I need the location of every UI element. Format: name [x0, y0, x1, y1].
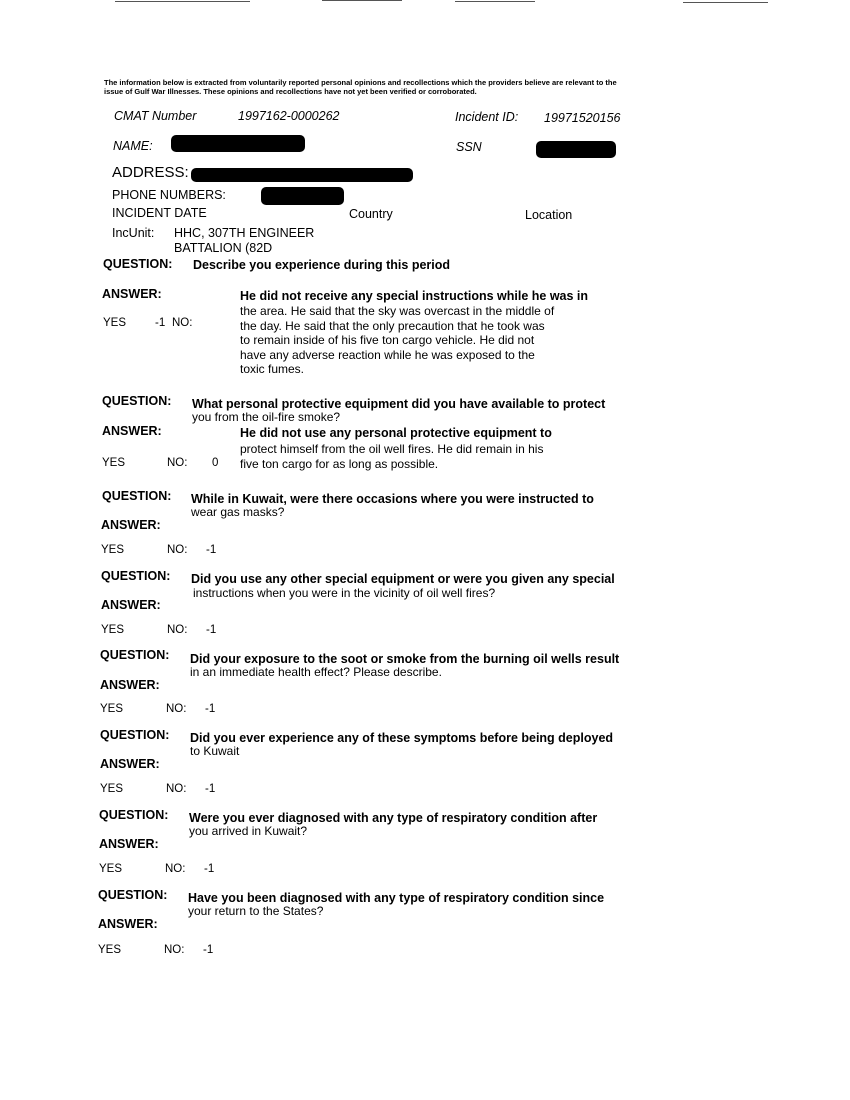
scan-line-3	[455, 1, 535, 2]
q1-answer-line-6: toxic fumes.	[240, 362, 305, 376]
q3-answer-label: ANSWER:	[101, 518, 161, 532]
q6-no-label: NO:	[166, 783, 187, 795]
q2-no-label: NO:	[167, 457, 188, 469]
scan-line-1	[115, 1, 250, 2]
disclaimer-line-1: The information below is extracted from voluntarily reported personal opinions and recollections which the providers believe are relevant to the	[104, 78, 617, 87]
q5-answer-label: ANSWER:	[100, 678, 160, 692]
q2-answer-label: ANSWER:	[102, 424, 162, 438]
q1-answer-line-5: have any adverse reaction while he was exposed to the	[240, 348, 535, 362]
q4-no-value: -1	[206, 624, 217, 636]
q4-no-label: NO:	[167, 624, 188, 636]
incunit-label: IncUnit:	[112, 226, 155, 240]
location-label: Location	[525, 208, 573, 222]
q2-answer-first-line: He did not use any personal protective equipment to	[240, 426, 552, 440]
q8-yes-label: YES	[98, 944, 122, 956]
q3-no-label: NO:	[167, 544, 188, 556]
q3-no-value: -1	[206, 544, 217, 556]
incident-id-label: Incident ID:	[455, 110, 519, 124]
disclaimer-line-2: issue of Gulf War Illnesses. These opinions and recollections have not yet been verified or corroborated.	[104, 87, 477, 96]
q7-no-value: -1	[204, 863, 215, 875]
q5-no-label: NO:	[166, 703, 187, 715]
q6-no-value: -1	[205, 783, 216, 795]
q4-yes-label: YES	[101, 624, 125, 636]
q1-answer-line-3: the day. He said that the only precaution that he took was	[240, 319, 545, 333]
scan-line-4	[683, 2, 768, 3]
q6-question-line-2: to Kuwait	[190, 744, 240, 758]
q5-no-value: -1	[205, 703, 216, 715]
q2-question-line-1: What personal protective equipment did you have available to protect	[192, 397, 606, 411]
q1-no-label: NO:	[172, 317, 193, 329]
q8-question-line-1: Have you been diagnosed with any type of respiratory condition since	[188, 891, 605, 905]
q1-answer-line-4: to remain inside of his five ton cargo vehicle. He did not	[240, 333, 535, 347]
q8-question-label: QUESTION:	[98, 888, 168, 902]
q5-question-line-1: Did your exposure to the soot or smoke from the burning oil wells result	[190, 652, 620, 666]
q2-yes-label: YES	[102, 457, 126, 469]
q4-answer-label: ANSWER:	[101, 598, 161, 612]
incident-id-value: 19971520156	[544, 111, 621, 125]
name-redaction	[171, 135, 305, 152]
phone-redaction	[261, 187, 344, 205]
q7-answer-label: ANSWER:	[99, 837, 159, 851]
q5-yes-label: YES	[100, 703, 124, 715]
q4-question-label: QUESTION:	[101, 569, 171, 583]
q2-answer-line-2: protect himself from the oil well fires. He did remain in his	[240, 442, 544, 456]
q1-answer-label: ANSWER:	[102, 287, 162, 301]
country-label: Country	[349, 207, 393, 221]
q1-yes-value: -1	[155, 317, 166, 329]
cmat-number-value: 1997162-0000262	[238, 109, 340, 123]
q6-answer-label: ANSWER:	[100, 757, 160, 771]
q7-no-label: NO:	[165, 863, 186, 875]
q7-question-label: QUESTION:	[99, 808, 169, 822]
q5-question-line-2: in an immediate health effect? Please describe.	[190, 665, 442, 679]
q7-question-line-1: Were you ever diagnosed with any type of respiratory condition after	[189, 811, 598, 825]
q8-no-value: -1	[203, 944, 214, 956]
address-redaction	[191, 168, 413, 182]
q4-question-line-2: instructions when you were in the vicinity of oil well fires?	[193, 586, 496, 600]
scan-line-2	[322, 0, 402, 1]
q6-yes-label: YES	[100, 783, 124, 795]
q1-question-label: QUESTION:	[103, 257, 173, 271]
q3-yes-label: YES	[101, 544, 125, 556]
q1-question-text: Describe you experience during this period	[193, 258, 451, 272]
ssn-redaction	[536, 141, 616, 158]
q6-question-line-1: Did you ever experience any of these symptoms before being deployed	[190, 731, 614, 745]
phone-numbers-label: PHONE NUMBERS:	[112, 188, 226, 202]
q7-yes-label: YES	[99, 863, 123, 875]
q2-no-value: 0	[212, 457, 219, 469]
incunit-line-2: BATTALION (82D	[174, 241, 273, 255]
q3-question-line-1: While in Kuwait, were there occasions where you were instructed to	[191, 492, 594, 506]
q8-answer-label: ANSWER:	[98, 917, 158, 931]
q7-question-line-2: you arrived in Kuwait?	[189, 824, 308, 838]
q4-question-line-1: Did you use any other special equipment or were you given any special	[191, 572, 615, 586]
q6-question-label: QUESTION:	[100, 728, 170, 742]
q1-yes-label: YES	[103, 317, 127, 329]
q1-answer-first-line: He did not receive any special instructions while he was in	[240, 289, 589, 303]
q3-question-label: QUESTION:	[102, 489, 172, 503]
incunit-line-1: HHC, 307TH ENGINEER	[174, 226, 315, 240]
name-label: NAME:	[113, 139, 153, 153]
cmat-number-label: CMAT Number	[114, 109, 197, 123]
q1-answer-line-2: the area. He said that the sky was overcast in the middle of	[240, 304, 555, 318]
ssn-label: SSN	[456, 140, 482, 154]
q2-question-label: QUESTION:	[102, 394, 172, 408]
q8-no-label: NO:	[164, 944, 185, 956]
q2-question-line-2: you from the oil-fire smoke?	[192, 410, 341, 424]
incident-date-label: INCIDENT DATE	[112, 206, 207, 220]
q8-question-line-2: your return to the States?	[188, 904, 324, 918]
q2-answer-line-3: five ton cargo for as long as possible.	[240, 457, 439, 471]
q3-question-line-2: wear gas masks?	[191, 505, 285, 519]
q5-question-label: QUESTION:	[100, 648, 170, 662]
address-label: ADDRESS:	[112, 164, 189, 181]
